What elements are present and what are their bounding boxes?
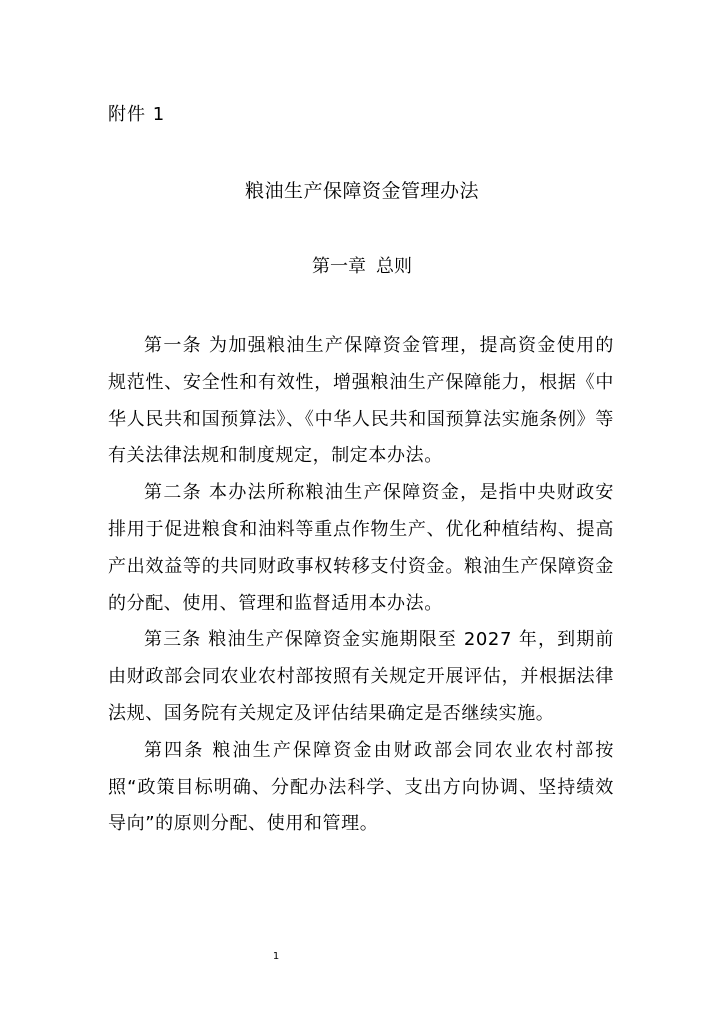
- document-body: [108, 328, 614, 843]
- article-text: 本办法所称粮油生产保障资金，是指中央财政安排用于促进粮食和油料等重点作物生产、优化种植结构、提高产出效益等的共同财政事权转移支付资金。粮油生产保障资金的分配、使用、管理和监督适用本办法。: [108, 482, 614, 614]
- article-text: 粮油生产保障资金实施期限至 2027 年，到期前由财政部会同农业农村部按照有关规定开展评估，并根据法律法规、国务院有关规定及评估结果确定是否继续实施。: [108, 629, 614, 724]
- article-label: 第一条: [144, 335, 202, 356]
- article-2: [108, 475, 614, 622]
- chapter-heading: [0, 255, 724, 279]
- article-label: 第三条: [144, 629, 202, 651]
- article-text: 粮油生产保障资金由财政部会同农业农村部按照“政策目标明确、分配办法科学、支出方向协调、坚持绩效导向”的原则分配、使用和管理。: [108, 739, 614, 835]
- article-3: [108, 622, 614, 732]
- attachment-label: 附件 1: [108, 104, 166, 125]
- article-label: 第四条: [144, 739, 205, 761]
- chapter-name: 总则: [376, 256, 412, 277]
- document-title: 粮油生产保障资金管理办法: [244, 180, 479, 202]
- page-number: 1: [272, 951, 280, 962]
- chapter-number: 第一章: [312, 256, 366, 277]
- article-label: 第二条: [144, 482, 202, 504]
- article-text: 为加强粮油生产保障资金管理，提高资金使用的规范性、安全性和有效性，增强粮油生产保障能力，根据《中华人民共和国预算法》、《中华人民共和国预算法实施条例》等有关法律法规和制度规定，制定本办法。: [108, 335, 614, 467]
- article-1: [108, 328, 614, 475]
- article-4: [108, 733, 614, 843]
